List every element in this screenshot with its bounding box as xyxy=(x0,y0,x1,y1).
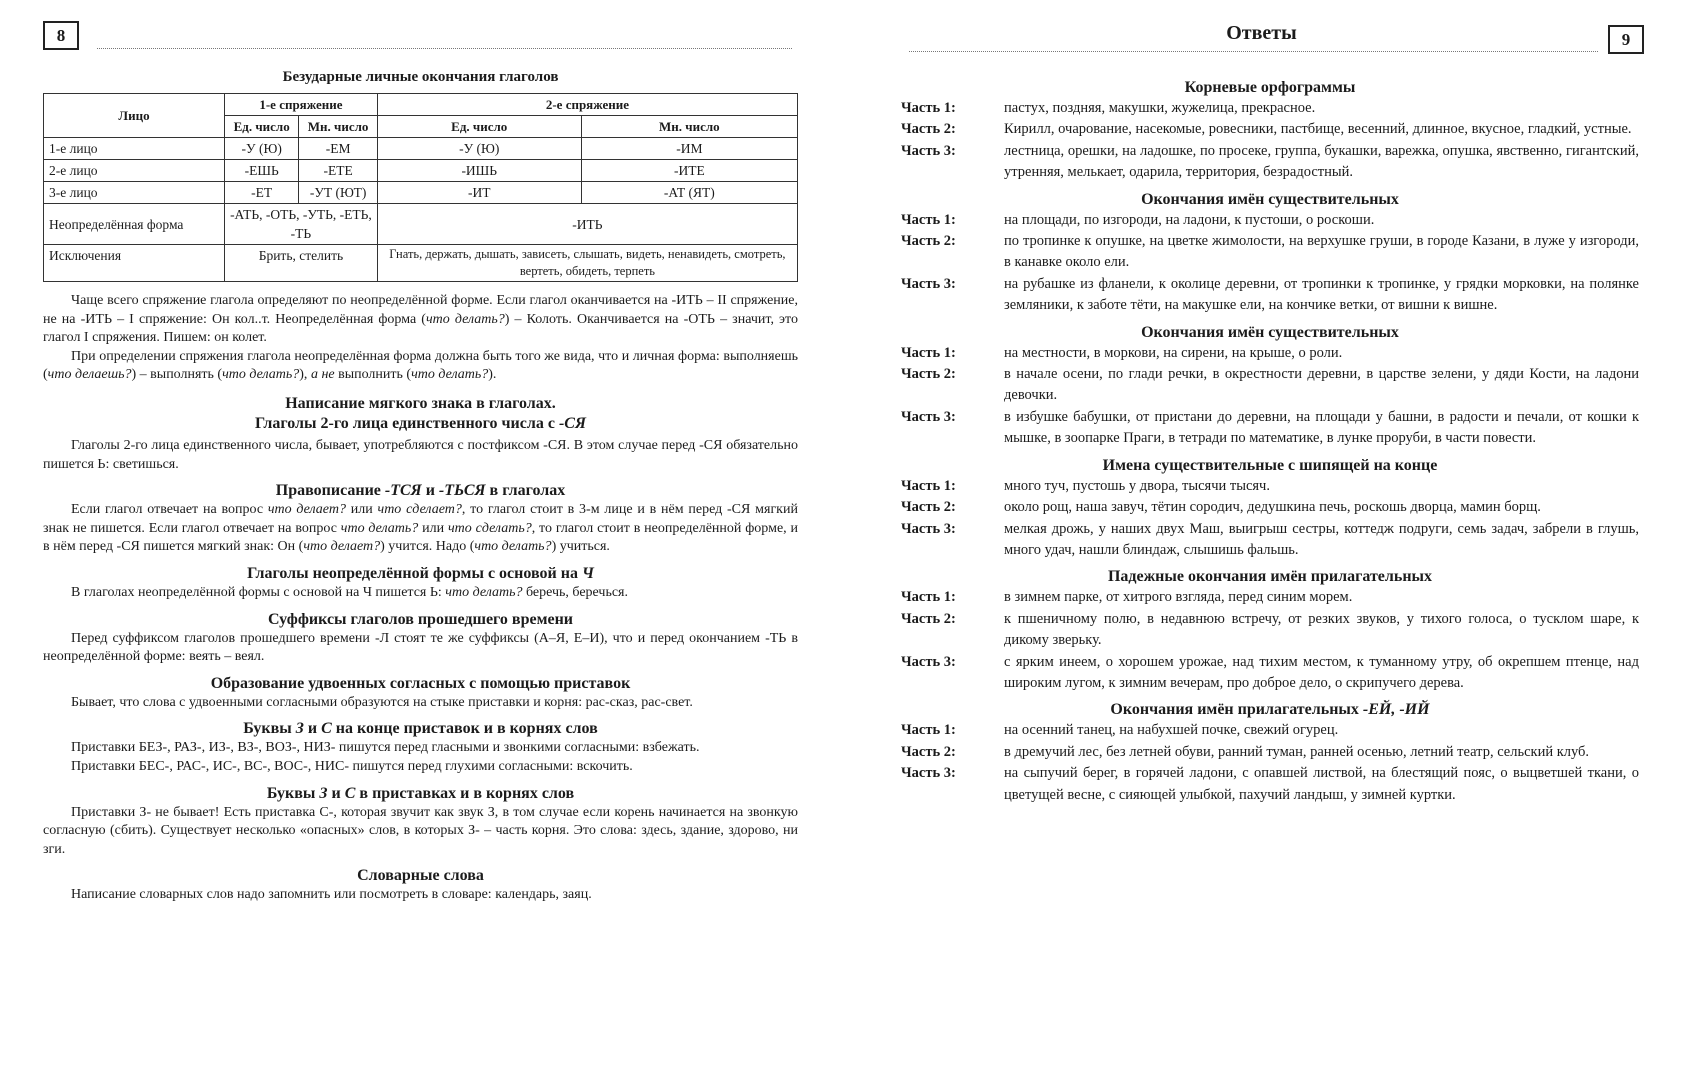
answer-section xyxy=(901,567,1639,694)
table-title: Безударные личные окончания глаголов xyxy=(282,69,559,85)
table-row xyxy=(44,245,798,282)
answer-label: Часть 1: xyxy=(901,722,956,739)
col-conj2: 2-е спряжение xyxy=(377,94,797,116)
cell: -ЕТЕ xyxy=(299,160,378,182)
answer-text: много туч, пустошь у двора, тысячи тысяч. xyxy=(1004,477,1270,494)
answer-item xyxy=(901,98,1639,119)
row-label: 3-е лицо xyxy=(44,182,225,204)
answer-label: Часть 2: xyxy=(901,499,956,516)
section-title: Корневые орфограммы xyxy=(1184,79,1356,96)
answer-label: Часть 1: xyxy=(901,589,956,606)
answer-text: пастух, поздняя, макушки, жужелица, прекрасное. xyxy=(1004,100,1316,116)
answer-text: на осенний танец, на набухшей почке, свежий огурец. xyxy=(1004,722,1339,739)
answer-section xyxy=(901,190,1639,317)
section-title: Образование удвоенных согласных с помощью приставок xyxy=(210,674,631,692)
page-number-left: 8 xyxy=(43,21,79,50)
cell: -ИТЕ xyxy=(581,160,797,182)
cell: -ЕШЬ xyxy=(225,160,299,182)
cell: -АТ (ЯТ) xyxy=(581,182,797,204)
paragraph: Чаще всего спряжение глагола определяют по неопределённой форме. Если глагол оканчивается на -ИТЬ – II спряжение, не на -ИТЬ – I спряжение: Он кол..т. Неопределённая форма (что делать?) – Колоть. Оканчивается на -ОТЬ – значит, это глагол I спряжения. Пишем: он колет. xyxy=(43,293,798,346)
cell: Гнать, держать, дышать, зависеть, слышать, видеть, ненавидеть, смотреть, вертеть, обидеть, терпеть xyxy=(377,245,797,282)
section-title: Правописание -ТСЯ и -ТЬСЯ в глаголах xyxy=(275,482,566,500)
cell: -ИТ xyxy=(377,182,581,204)
col-conj1-sg: Ед. число xyxy=(225,116,299,138)
col-conj1-pl: Мн. число xyxy=(299,116,378,138)
answer-label: Часть 3: xyxy=(901,520,956,537)
paragraph: Приставки БЕС-, РАС-, ИС-, ВС-, ВОС-, НИС- пишутся перед глухими согласными: вскочить. xyxy=(71,758,633,774)
left-content xyxy=(43,67,798,905)
section-title: Глаголы 2-го лица единственного числа с -СЯ xyxy=(255,414,586,432)
section-title: Окончания имён существительных xyxy=(1141,190,1399,208)
section-title: Имена существительные с шипящей на конце xyxy=(1102,456,1438,474)
answer-label: Часть 1: xyxy=(901,477,956,494)
answer-text: Кирилл, очарование, насекомые, ровесники, пастбище, весенний, длинное, вкусное, гладкий, устные. xyxy=(1004,121,1632,138)
col-person: Лицо xyxy=(44,94,225,138)
conjugation-table xyxy=(43,93,798,282)
answer-label: Часть 2: xyxy=(901,233,956,250)
answer-text: на сыпучий берег, в горячей ладони, с опавшей листвой, на блестящий пояс, о выцветшей ткани, о цветущей весне, с сияющей улыбкой, пахучий ландыш, у зимней куртки. xyxy=(1004,765,1639,803)
answer-item xyxy=(901,742,1639,763)
answer-label: Часть 2: xyxy=(901,743,956,760)
header-rule-left xyxy=(97,48,792,49)
answer-item xyxy=(901,407,1639,450)
rules-paragraphs xyxy=(43,292,798,385)
answer-section xyxy=(901,700,1639,806)
section-title: Падежные окончания имён прилагательных xyxy=(1107,568,1433,586)
col-conj1: 1-е спряжение xyxy=(225,94,378,116)
paragraph: При определении спряжения глагола неопределённая форма должна быть того же вида, что и личная форма: выполняешь (что делаешь?) – выполнять (что делать?), а не выполнить (что делать?). xyxy=(43,348,798,383)
paragraph: Написание словарных слов надо запомнить или посмотреть в словаре: календарь, заяц. xyxy=(71,887,592,903)
paragraph: В глаголах неопределённой формы с основой на Ч пишется Ь: что делать? беречь, беречься. xyxy=(71,584,628,600)
answer-item xyxy=(901,231,1639,274)
answer-label: Часть 3: xyxy=(901,275,956,292)
answer-text: в избушке бабушки, от пристани до деревни, на площади у башни, в радости и печали, от кошки к мышке, в зоопарке Праги, в тетради по математике, в лунке проруби, в части повести. xyxy=(1004,408,1639,447)
section-title: Написание мягкого знака в глаголах. xyxy=(285,394,556,412)
section-ch xyxy=(43,564,798,603)
section-title: Буквы З и С на конце приставок и в корнях слов xyxy=(243,720,598,738)
header-rule-right xyxy=(909,51,1598,52)
cell: Брить, стелить xyxy=(225,245,378,282)
row-label: Неопределённая форма xyxy=(44,204,225,245)
answer-text: в дремучий лес, без летней обуви, ранний туман, ранней осенью, летний театр, сельский клуб. xyxy=(1004,743,1590,760)
cell: -ЕМ xyxy=(299,138,378,160)
answer-text: в начале осени, по глади речки, в окрестности деревни, в царстве зелени, у дяди Кости, на ладони девочки. xyxy=(1004,366,1639,404)
answer-label: Часть 3: xyxy=(901,142,956,159)
paragraph: Глаголы 2-го лица единственного числа, бывает, употребляются с постфиксом -СЯ. В этом случае перед -СЯ обязательно пишется Ь: светишься. xyxy=(43,437,798,472)
answer-item xyxy=(901,343,1639,364)
table-row xyxy=(44,182,798,204)
answer-item xyxy=(901,210,1639,231)
row-label: 1-е лицо xyxy=(44,138,225,160)
answer-label: Часть 2: xyxy=(901,366,956,383)
section-double-consonants xyxy=(43,674,798,713)
cell: -У (Ю) xyxy=(377,138,581,160)
answer-label: Часть 1: xyxy=(901,344,956,361)
paragraph: Приставки З- не бывает! Есть приставка С-, которая звучит как звук З, в том случае если корень начинается на звонкую согласную (сбить). Существует несколько «опасных» слов, в которых З- – часть корня. Это слова: здесь, здание, здорово, ни зги. xyxy=(43,804,798,857)
answer-label: Часть 3: xyxy=(901,765,956,782)
answer-item xyxy=(901,652,1639,695)
section-tsya xyxy=(43,481,798,557)
answers-content xyxy=(901,78,1639,806)
answer-item xyxy=(901,587,1639,608)
row-label: 2-е лицо xyxy=(44,160,225,182)
answer-text: на площади, по изгороди, на ладони, к пустоши, о роскоши. xyxy=(1004,211,1375,228)
answer-label: Часть 3: xyxy=(901,408,956,425)
col-conj2-pl: Мн. число xyxy=(581,116,797,138)
paragraph: Перед суффиксом глаголов прошедшего времени -Л стоят те же суффиксы (А–Я, Е–И), что и перед окончанием -ТЬ в неопределённой форме: веять – веял. xyxy=(43,630,798,665)
answer-label: Часть 1: xyxy=(901,211,956,228)
answer-label: Часть 3: xyxy=(901,653,956,670)
page-number-right: 9 xyxy=(1608,25,1644,54)
cell: -ИТЬ xyxy=(377,204,797,245)
answer-text: к пшеничному полю, в недавнюю встречу, от резких звуков, у тихого голоса, о тусклом шаре, к дикому зверьку. xyxy=(1004,610,1639,649)
section-soft-sign xyxy=(43,394,798,474)
answer-text: мелкая дрожь, у наших двух Маш, выигрыш сестры, коттедж подруги, семь задач, забрели в глушь, много удач, нашли блиндаж, слышишь фальшь. xyxy=(1004,520,1639,558)
section-title: Окончания имён существительных xyxy=(1141,323,1399,341)
cell: -ИМ xyxy=(581,138,797,160)
section-z-s-prefix xyxy=(43,719,798,776)
section-dictionary-words xyxy=(43,866,798,905)
page-header-title: Ответы xyxy=(1226,22,1297,44)
answer-section xyxy=(901,323,1639,450)
answer-section xyxy=(901,456,1639,562)
answer-label: Часть 2: xyxy=(901,121,956,138)
paragraph: Если глагол отвечает на вопрос что делает? или что сделает?, то глагол стоит в 3-м лице и в нём перед -СЯ мягкий знак не пишется. Если глагол отвечает на вопрос что делать? или что сделать?, то глагол стоит в неопределённой форме, и в нём перед -СЯ пишется мягкий знак: Он (что делает?) учится. Надо (что делать?) учиться. xyxy=(43,502,798,555)
answer-item xyxy=(901,274,1639,317)
answer-label: Часть 2: xyxy=(901,610,956,627)
answer-text: с ярким инеем, о хорошем урожае, над тихим местом, к туманному утру, об окрепшем птенце, над широким лугом, к зимним вечерам, про доброе дело, о скрипучего дерева. xyxy=(1004,653,1639,691)
right-page xyxy=(841,0,1682,1080)
answer-item xyxy=(901,519,1639,562)
answer-text: лестница, орешки, на ладошке, по просеке, группа, букашки, варежка, опушка, явственно, гигантский, утренняя, мелькает, одарила, территория, безрадостный. xyxy=(1004,142,1639,181)
table-row xyxy=(44,160,798,182)
section-past-suffix xyxy=(43,610,798,667)
cell: -АТЬ, -ОТЬ, -УТЬ, -ЕТЬ, -ТЬ xyxy=(225,204,378,245)
section-title: Глаголы неопределённой формы с основой на Ч xyxy=(247,564,594,582)
table-header-row xyxy=(44,94,798,116)
paragraph: Бывает, что слова с удвоенными согласными образуются на стыке приставки и корня: рас-сказ, рас-свет. xyxy=(71,694,693,710)
answer-label: Часть 1: xyxy=(901,100,956,116)
section-title: Буквы З и С в приставках и в корнях слов xyxy=(266,784,575,802)
col-conj2-sg: Ед. число xyxy=(377,116,581,138)
cell: -УТ (ЮТ) xyxy=(299,182,378,204)
table-row xyxy=(44,138,798,160)
answer-item xyxy=(901,720,1639,741)
answer-item xyxy=(901,141,1639,184)
answer-item xyxy=(901,364,1639,407)
answer-text: около рощ, наша завуч, тётин сородич, дедушкина печь, роскошь дворца, мамин борщ. xyxy=(1004,499,1541,516)
answer-item xyxy=(901,119,1639,140)
cell: -ИШЬ xyxy=(377,160,581,182)
section-title: Окончания имён прилагательных -ЕЙ, -ИЙ xyxy=(1110,701,1430,719)
answer-text: на рубашке из фланели, к околице деревни, от тропинки к тропинке, у грядки морковки, на полянке земляники, к заботе тёти, на макушке ели, на кончике ветки, от вишни к вишне. xyxy=(1004,275,1639,314)
answer-text: по тропинке к опушке, на цветке жимолости, на верхушке груши, в городе Казани, в луже у изгороди, в канавке около ели. xyxy=(1004,233,1639,271)
answer-section xyxy=(901,78,1639,184)
answer-item xyxy=(901,609,1639,652)
answer-item xyxy=(901,497,1639,518)
answer-item xyxy=(901,476,1639,497)
section-z-s-roots xyxy=(43,784,798,860)
answer-text: в зимнем парке, от хитрого взгляда, перед синим морем. xyxy=(1004,589,1353,606)
answer-item xyxy=(901,763,1639,806)
answer-text: на местности, в моркови, на сирени, на крыше, о роли. xyxy=(1004,344,1343,361)
row-label: Исключения xyxy=(44,245,225,282)
paragraph: Приставки БЕЗ-, РАЗ-, ИЗ-, ВЗ-, ВОЗ-, НИЗ- пишутся перед гласными и звонкими согласными: взбежать. xyxy=(71,740,700,756)
table-row xyxy=(44,204,798,245)
section-title: Суффиксы глаголов прошедшего времени xyxy=(268,610,573,628)
section-title: Словарные слова xyxy=(357,867,484,885)
cell: -У (Ю) xyxy=(225,138,299,160)
cell: -ЕТ xyxy=(225,182,299,204)
